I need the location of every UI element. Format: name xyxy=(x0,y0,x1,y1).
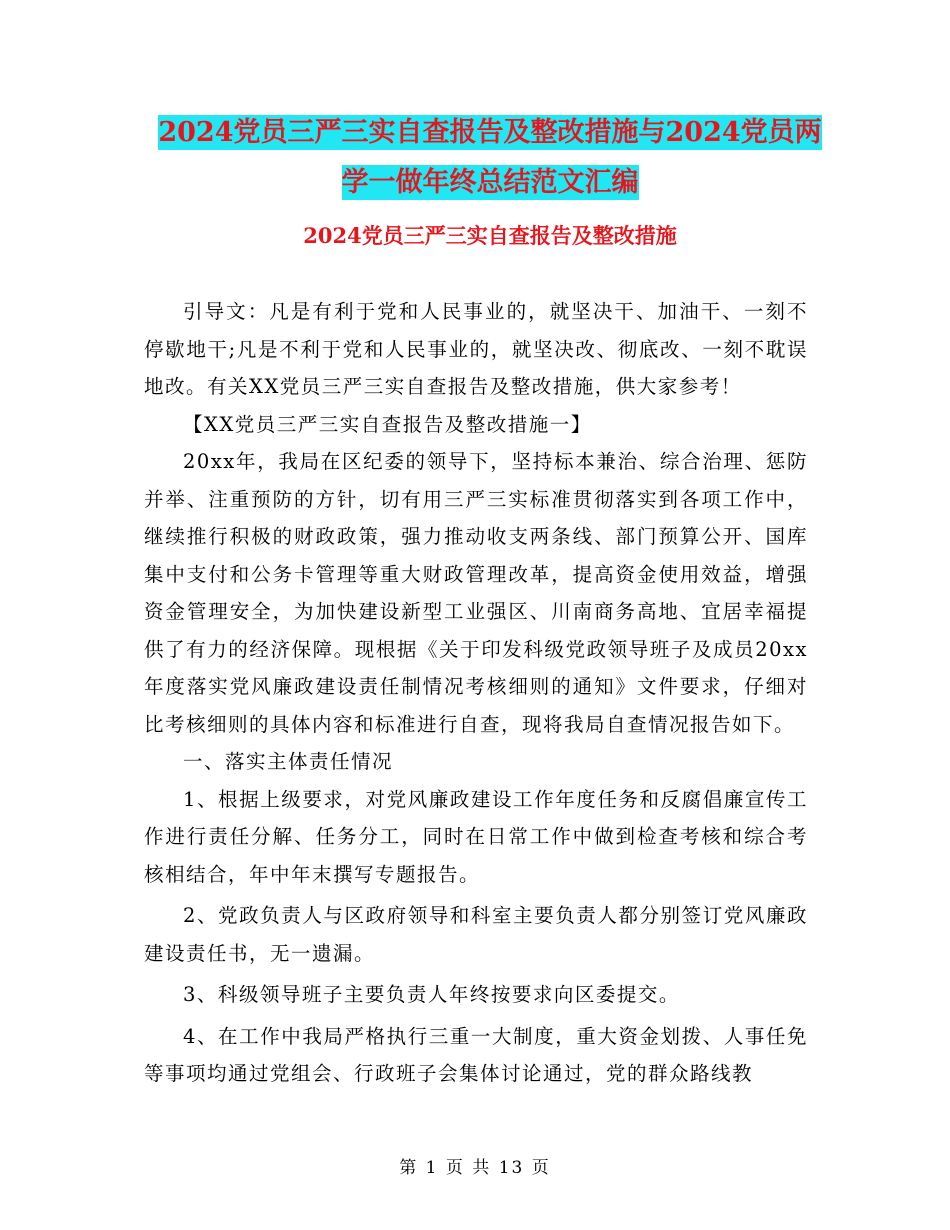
document-title xyxy=(140,108,840,208)
document-title-line2: 学一做年终总结范文汇编 xyxy=(341,167,639,198)
list-item: 3、科级领导班子主要负责人年终按要求向区委提交。 xyxy=(183,983,680,1006)
intro-paragraph: 引导文：凡是有利于党和人民事业的，就坚决干、加油干、一刻不停歇地干;凡是不利于党和人民事业的，就坚决改、彻底改、一刻不耽误地改。有关XX党员三严三实自查报告及整改措施，供大家参考！ xyxy=(144,300,808,398)
section-heading: 【XX党员三严三实自查报告及整改措施一】 xyxy=(183,412,592,436)
body-paragraph: 20xx年，我局在区纪委的领导下，坚持标本兼治、综合治理、惩防并举、注重预防的方针，切有用三严三实标准贯彻落实到各项工作中，继续推行积极的财政政策，强力推动收支两条线、部门预算公开、国库集中支付和公务卡管理等重大财政管理改革，提高资金使用效益，增强资金管理安全，为加快建设新型工业强区、川南商务高地、宜居幸福提供了有力的经济保障。现根据《关于印发科级党政领导班子及成员20xx年度落实党风廉政建设责任制情况考核细则的通知》文件要求，仔细对比考核细则的具体内容和标准进行自查，现将我局自查情况报告如下。 xyxy=(144,450,808,736)
document-body xyxy=(144,293,808,1093)
subsection-heading: 一、落实主体责任情况 xyxy=(183,750,394,773)
page-footer: 第 1 页 共 13 页 xyxy=(399,1158,551,1178)
list-item: 4、在工作中我局严格执行三重一大制度，重大资金划拨、人事任免等事项均通过党组会、行政班子会集体讨论通过，党的群众路线教 xyxy=(144,1024,808,1085)
document-title-line1: 2024党员三严三实自查报告及整改措施与2024党员两 xyxy=(158,117,822,148)
section-title: 2024党员三严三实自查报告及整改措施 xyxy=(303,223,677,248)
list-item: 1、根据上级要求，对党风廉政建设工作年度任务和反腐倡廉宣传工作进行责任分解、任务分工，同时在日常工作中做到检查考核和综合考核相结合，年中年末撰写专题报告。 xyxy=(144,787,808,886)
list-item: 2、党政负责人与区政府领导和科室主要负责人都分别签订党风廉政建设责任书，无一遗漏。 xyxy=(144,904,808,965)
